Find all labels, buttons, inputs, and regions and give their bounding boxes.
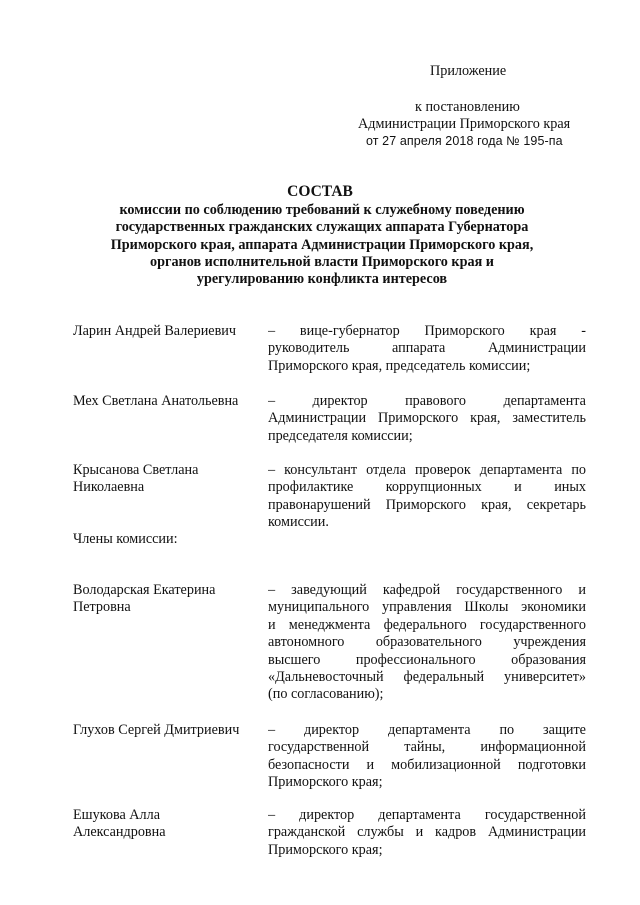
role-word: руководитель [268,340,350,357]
role-line [268,757,586,774]
member-name-line: Крысанова Светлана [73,462,199,478]
role-text: муниципального управления Школы экономики [268,599,586,616]
role-line [268,634,586,651]
role-word: профилактике [268,479,354,496]
role-word: директор [312,393,368,409]
member-name-line: Глухов Сергей Дмитриевич [73,722,240,738]
role-word: государственной [268,739,370,756]
role-line [268,774,586,791]
role-word: департамента [388,722,471,738]
role-word: учреждения [513,634,586,651]
members-label: Члены комиссии: [73,531,178,547]
role-line [268,807,586,824]
role-line [268,410,586,427]
role-line [268,599,586,616]
role-word: департамента [378,807,461,823]
role-text: правонарушений Приморского края, секретарь [268,496,586,513]
role-line [268,686,586,703]
role-line [268,842,586,859]
role-word: – [268,722,276,738]
role-word: государственной [484,807,586,823]
role-word: образования [511,651,586,668]
member-role [268,722,586,792]
role-word: правового [405,393,467,409]
role-word: Приморского [424,323,505,339]
role-word: - [581,323,586,339]
role-word: коррупционных [385,479,482,496]
role-word: – [268,323,276,339]
member-name-line: Ешукова Алла [73,807,161,823]
role-line [268,340,586,357]
role-line [268,479,586,496]
role-line [268,497,586,514]
subtitle-line: урегулированию конфликта интересов [196,271,448,288]
role-word: аппарата [392,340,446,357]
role-line [268,617,586,634]
role-text: Приморского края; [268,774,383,791]
role-text: Приморского края, председатель комиссии; [268,357,531,374]
member-name [73,722,263,739]
role-word: профессионального [355,651,476,668]
role-word: информационной [480,739,586,756]
member-name-line: Володарская Екатерина [73,582,216,598]
role-word: вице-губернатор [299,323,400,339]
role-text: (по согласованию); [268,686,384,703]
role-word: высшего [268,651,321,668]
role-text: Администрации Приморского края, заместитель [268,410,586,427]
role-word: директор [304,722,360,738]
subtitle-line: Приморского края, аппарата Администрации Приморского края, [110,236,534,253]
appendix-title: Приложение [430,63,507,79]
subtitle-line: органов исполнительной власти Приморского края и [150,253,494,270]
role-text: – заведующий кафедрой государственного и [268,582,586,598]
role-text: «Дальневосточный федеральный университет» [268,668,586,685]
role-line [268,669,586,686]
role-line [268,514,586,531]
member-name [73,323,263,340]
role-line [268,323,586,340]
member-role [268,582,586,704]
role-text: гражданской службы и кадров Администрации [268,824,586,841]
role-text: безопасности и мобилизационной подготовки [268,756,586,773]
member-name [73,393,263,410]
role-text: и менеджмента федерального государственного [268,616,586,633]
role-text: – консультант отдела проверок департамента по [268,462,586,478]
role-text: председателя комиссии; [268,427,413,444]
role-line [268,393,586,410]
role-word: автономного [268,634,345,651]
member-name [73,807,263,842]
role-word: тайны, [404,739,446,756]
document-title: СОСТАВ [287,183,353,200]
role-word: Администрации [487,340,586,357]
member-role [268,393,586,445]
role-line [268,462,586,479]
member-name-line: Петровна [73,599,131,616]
role-word: и [514,479,522,496]
role-text: комиссии. [268,514,329,531]
document-subtitle [100,202,544,288]
role-word: – [268,393,276,409]
member-role [268,807,586,859]
member-name [73,462,263,497]
member-role [268,323,586,375]
role-word: департамента [503,393,586,409]
role-line [268,652,586,669]
member-name-line: Мех Светлана Анатольевна [73,393,239,409]
role-word: образовательного [375,634,482,651]
member-role [268,462,586,532]
role-word: иных [554,479,586,496]
role-word: защите [543,722,586,738]
role-line [268,824,586,841]
role-line [268,582,586,599]
member-name-line: Александровна [73,824,166,841]
member-name [73,582,263,617]
role-line [268,428,586,445]
member-name-line: Николаевна [73,479,145,496]
role-word: по [499,722,515,738]
role-line [268,722,586,739]
role-text: Приморского края; [268,841,383,858]
role-word: директор [299,807,355,823]
role-line [268,739,586,756]
role-word: края [529,323,557,339]
subtitle-line: комиссии по соблюдению требований к служебному поведению [119,202,525,218]
member-name-line: Ларин Андрей Валериевич [73,323,237,339]
role-line [268,358,586,375]
appendix-resolution-line: к постановлению [415,99,520,115]
appendix-issuer-line: Администрации Приморского края [358,116,571,132]
subtitle-line: государственных гражданских служащих аппарата Губернатора [115,219,529,236]
appendix-date-number-line: от 27 апреля 2018 года № 195-па [366,134,563,148]
role-word: – [268,807,276,823]
